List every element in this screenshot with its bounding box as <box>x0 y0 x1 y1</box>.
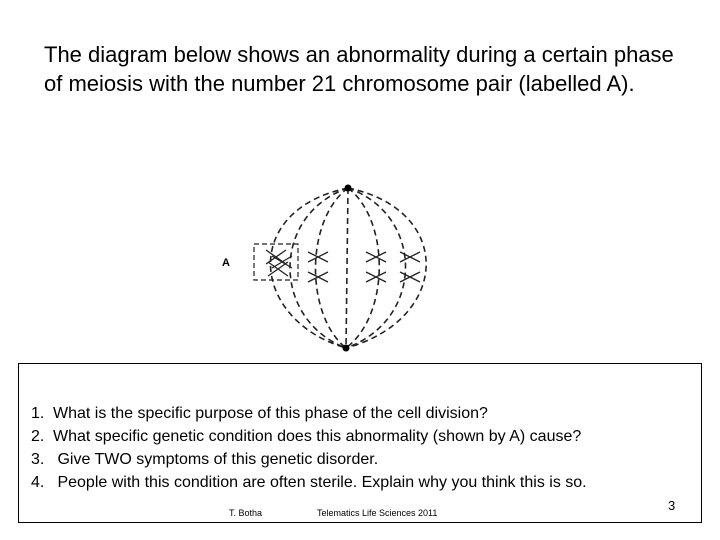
questions-list <box>31 402 587 494</box>
question-text: People with this condition are often sterile. Explain why you think this is so. <box>53 474 587 491</box>
questions-box <box>18 363 702 523</box>
footer-course: Telematics Life Sciences 2011 <box>317 508 438 518</box>
question-item <box>31 471 587 494</box>
chromosome-pairs <box>308 252 420 282</box>
question-number: 2. <box>31 428 45 445</box>
question-number: 4. <box>31 474 45 491</box>
question-text: Give TWO symptoms of this genetic disorder. <box>53 451 379 468</box>
meiosis-spindle-diagram <box>210 170 450 360</box>
chromosome-group-a <box>266 250 292 276</box>
question-text: What is the specific purpose of this phase of the cell division? <box>53 405 488 422</box>
question-number: 3. <box>31 451 45 468</box>
footer-author: T. Botha <box>229 508 263 518</box>
spindle-fibres <box>270 188 426 348</box>
top-pole <box>345 185 352 192</box>
question-item <box>31 425 587 448</box>
page-number: 3 <box>668 498 676 513</box>
intro-text: The diagram below shows an abnormality during a certain phase of meiosis with the number 21 chromosome pair (labelled A). <box>44 42 674 96</box>
question-item <box>31 448 587 471</box>
chromosome-a-box <box>254 244 298 280</box>
question-item <box>31 402 587 425</box>
bottom-pole <box>343 345 350 352</box>
label-a: A <box>222 257 230 269</box>
question-number: 1. <box>31 405 45 422</box>
question-text: What specific genetic condition does this abnormality (shown by A) cause? <box>53 428 582 445</box>
